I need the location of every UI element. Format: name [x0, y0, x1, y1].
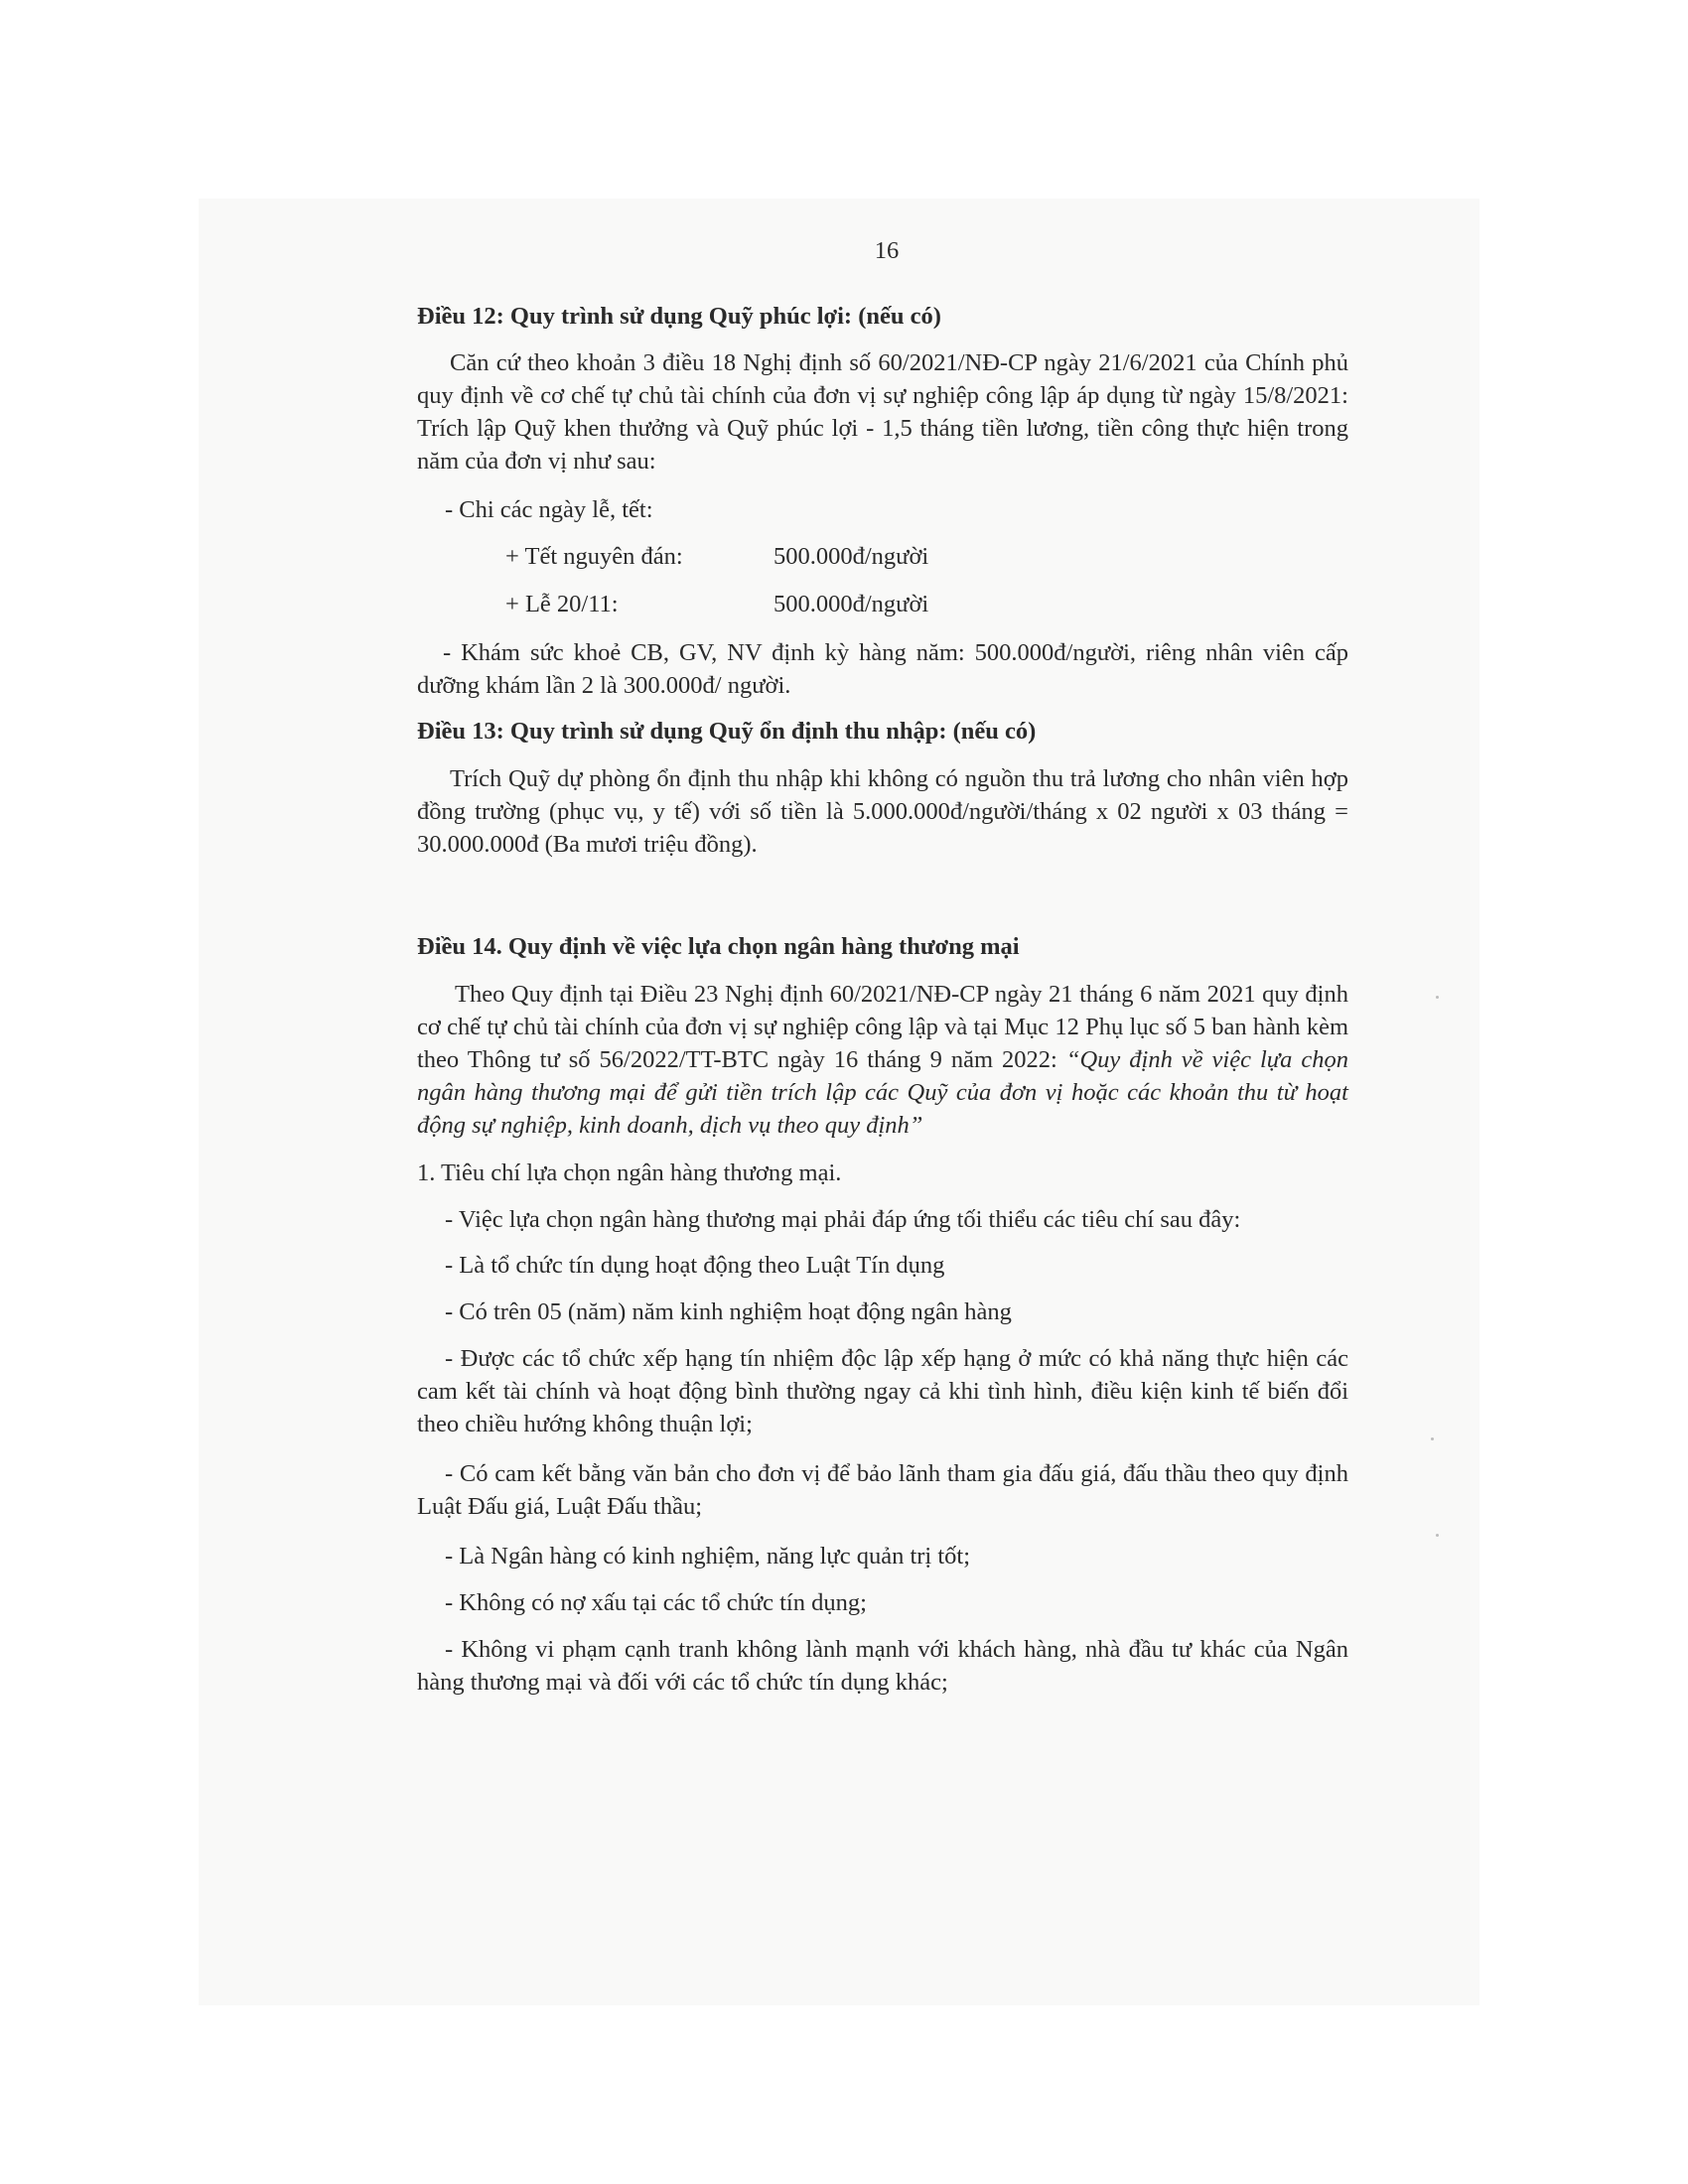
fee-label: + Tết nguyên đán: — [505, 543, 683, 570]
fee-label: + Lễ 20/11: — [505, 591, 619, 617]
scan-speck — [1431, 1437, 1434, 1440]
article-12-intro: Căn cứ theo khoản 3 điều 18 Nghị định số 60/2021/NĐ-CP ngày 21/6/2021 của Chính phủ quy định về cơ chế tự chủ tài chính của đơn vị sự nghiệp công lập áp dụng từ ngày 15/8/2021: Trích lập Quỹ khen thưởng và Quỹ phúc lợi - 1,5 tháng tiền lương, tiền công thực hiện trong năm của đơn vị như sau: — [417, 349, 1348, 475]
fee-amount: 500.000đ/người — [774, 543, 929, 570]
scan-speck — [1436, 1534, 1439, 1537]
criteria-item: - Có trên 05 (năm) năm kinh nghiệm hoạt động ngân hàng — [445, 1298, 1012, 1325]
article-14-intro-text: Theo Quy định tại Điều 23 Nghị định 60/2021/NĐ-CP ngày 21 tháng 6 năm 2021 quy định cơ chế tự chủ tài chính của đơn vị sự nghiệp công lập và tại Mục 12 Phụ lục số 5 ban hành kèm theo Thông tư số 56/2022/TT-BTC ngày 16 tháng 9 năm 2022: — [417, 981, 1348, 1073]
criteria-title: 1. Tiêu chí lựa chọn ngân hàng thương mại. — [417, 1160, 842, 1186]
criteria-item: - Là Ngân hàng có kinh nghiệm, năng lực quản trị tốt; — [445, 1543, 971, 1570]
criteria-item: - Được các tổ chức xếp hạng tín nhiệm độc lập xếp hạng ở mức có khả năng thực hiện các cam kết tài chính và hoạt động bình thường ngay cả khi tình hình, điều kiện kinh tế biến đổi theo chiều hướng không thuận lợi; — [417, 1345, 1348, 1437]
article-13-heading: Điều 13: Quy trình sử dụng Quỹ ổn định thu nhập: (nếu có) — [417, 718, 1037, 745]
article-14-intro — [417, 978, 1348, 1142]
article-13-body: Trích Quỹ dự phòng ổn định thu nhập khi không có nguồn thu trả lương cho nhân viên hợp đồng trường (phục vụ, y tế) với số tiền là 5.000.000đ/người/tháng x 02 người x 03 tháng = 30.000.000đ (Ba mươi triệu đồng). — [417, 765, 1348, 858]
criteria-item: - Không vi phạm cạnh tranh không lành mạnh với khách hàng, nhà đầu tư khác của Ngân hàng thương mại và đối với các tổ chức tín dụng khác; — [417, 1636, 1348, 1696]
criteria-item: - Việc lựa chọn ngân hàng thương mại phải đáp ứng tối thiểu các tiêu chí sau đây: — [445, 1206, 1241, 1233]
health-check-text: - Khám sức khoẻ CB, GV, NV định kỳ hàng năm: 500.000đ/người, riêng nhân viên cấp dưỡng khám lần 2 là 300.000đ/ người. — [417, 639, 1348, 699]
criteria-item: - Có cam kết bằng văn bản cho đơn vị để bảo lãnh tham gia đấu giá, đấu thầu theo quy định Luật Đấu giá, Luật Đấu thầu; — [417, 1460, 1348, 1520]
article-12-heading: Điều 12: Quy trình sử dụng Quỹ phúc lợi: (nếu có) — [417, 303, 941, 330]
scan-speck — [1436, 996, 1439, 999]
fee-amount: 500.000đ/người — [774, 591, 929, 617]
criteria-item: - Không có nợ xấu tại các tổ chức tín dụng; — [445, 1589, 867, 1616]
holidays-label: - Chi các ngày lễ, tết: — [445, 496, 653, 523]
article-14-heading: Điều 14. Quy định về việc lựa chọn ngân hàng thương mại — [417, 933, 1020, 960]
criteria-item: - Là tổ chức tín dụng hoạt động theo Luật Tín dụng — [445, 1252, 945, 1279]
article-14-intro-quote: “Quy định về việc lựa chọn ngân hàng thương mại để gửi tiền trích lập các Quỹ của đơn vị hoặc các khoản thu từ hoạt động sự nghiệp, kinh doanh, dịch vụ theo quy định” — [417, 1046, 1348, 1139]
page-number: 16 — [874, 237, 900, 264]
